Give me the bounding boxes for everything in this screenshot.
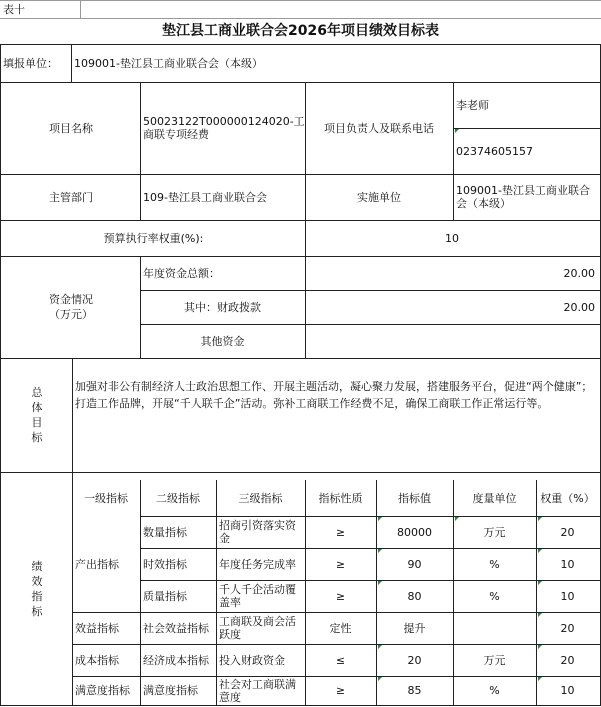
border (140, 256, 141, 358)
impl-value: 109001-垫江县工商业联合会（本级） (456, 184, 590, 210)
header-level1: 一级指标 (84, 491, 128, 505)
other-funds-label: 其他资金 (200, 334, 245, 348)
border (536, 480, 537, 705)
row-nature: ≤ (335, 653, 346, 667)
perf-label-char-1: 绩 (31, 559, 43, 573)
row-value: 80000 (397, 525, 432, 539)
border (453, 82, 454, 220)
header-level2: 二级指标 (156, 491, 200, 505)
row-level3: 投入财政资金 (219, 653, 285, 667)
border (0, 82, 601, 83)
border (72, 472, 73, 705)
row-unit: % (489, 589, 500, 603)
project-name-label: 项目名称 (49, 121, 93, 135)
project-name-value: 50023122T000000124020-工商联专项经费 (143, 115, 305, 141)
row-unit: % (489, 684, 500, 697)
goal-label (2, 358, 72, 472)
border (0, 44, 1, 706)
border (0, 220, 601, 221)
border (0, 174, 601, 175)
gridline (0, 18, 601, 19)
funds-label (2, 256, 140, 358)
cell-marker (538, 581, 542, 585)
other-funds-value (305, 324, 599, 358)
perf-label (2, 472, 72, 705)
row-value: 85 (407, 684, 422, 697)
gridline (0, 0, 601, 1)
row-value: 提升 (403, 621, 426, 635)
border (0, 472, 601, 473)
cell-marker (538, 677, 542, 681)
dept-label: 主管部门 (49, 190, 93, 204)
impl-label: 实施单位 (357, 190, 401, 204)
annual-total-value: 20.00 (563, 266, 595, 280)
row-level2: 满意度指标 (143, 684, 198, 697)
border (305, 220, 306, 256)
border (140, 290, 601, 291)
fiscal-label: 其中：财政拨款 (184, 300, 261, 314)
row-nature: ≥ (335, 684, 346, 697)
row-nature: ≥ (335, 557, 346, 571)
dept-value: 109-垫江县工商业联合会 (143, 190, 267, 204)
header-unit: 度量单位 (472, 491, 517, 505)
manager-label: 项目负责人及联系电话 (324, 121, 434, 135)
group-benefit: 效益指标 (75, 621, 119, 635)
row-level3: 社会对工商联满意度 (219, 677, 296, 704)
border (0, 44, 601, 45)
reporting-unit-label: 填报单位： (3, 56, 58, 70)
row-level2: 经济成本指标 (143, 653, 209, 667)
row-weight: 10 (560, 589, 575, 603)
row-unit (453, 612, 536, 644)
row-value: 80 (407, 589, 422, 603)
group-satisfaction: 满意度指标 (75, 684, 130, 697)
cell-marker (455, 129, 459, 133)
row-level3: 招商引资落实资金 (219, 519, 296, 545)
budget-rate-value: 10 (445, 231, 459, 245)
header-value: 指标值 (398, 491, 431, 505)
header-weight: 权重（%） (540, 491, 595, 505)
fiscal-value: 20.00 (563, 300, 595, 314)
manager-phone: 02374605157 (456, 144, 533, 158)
row-weight: 10 (560, 557, 575, 571)
border (140, 324, 601, 325)
border (71, 44, 72, 82)
row-weight: 10 (560, 684, 575, 697)
row-unit: 万元 (483, 525, 506, 539)
cell-marker (378, 677, 382, 681)
header-nature: 指标性质 (318, 491, 363, 505)
border (72, 358, 73, 472)
row-nature: ≥ (335, 525, 346, 539)
border (140, 516, 601, 517)
cell-marker (538, 517, 542, 521)
cell-marker (378, 549, 382, 553)
manager-name: 李老师 (456, 98, 489, 112)
cell-marker (538, 645, 542, 649)
border (72, 644, 601, 645)
group-cost: 成本指标 (75, 653, 119, 667)
funds-label-line2: （万元） (49, 308, 93, 321)
row-level2: 社会效益指标 (143, 621, 209, 635)
funds-label-line1: 资金情况 (49, 293, 93, 306)
border (140, 480, 141, 705)
cell-marker (538, 613, 542, 617)
goal-text: 加强对非公有制经济人士政治思想工作、开展主题活动，凝心聚力发展，搭建服务平台，促进“两个健康”；打造工作品牌，开展“千人联千企”活动。弥补工商联工作经费不足，确保工商联工作正常运行等。 (75, 380, 593, 410)
group-output: 产出指标 (75, 557, 119, 571)
border (453, 128, 601, 129)
row-value: 20 (407, 653, 422, 667)
goal-label-char-1: 总 (31, 386, 43, 399)
row-weight: 20 (560, 525, 575, 539)
border (0, 705, 601, 706)
perf-label-char-4: 标 (31, 604, 43, 618)
reporting-unit-value: 109001-垫江县工商业联合会（本级） (74, 56, 263, 70)
budget-rate-label: 预算执行率权重(%): (103, 231, 204, 245)
row-unit: 万元 (483, 653, 506, 667)
row-unit: % (489, 557, 500, 571)
row-level2: 质量指标 (143, 589, 187, 603)
cell-marker (378, 581, 382, 585)
row-level2: 数量指标 (143, 525, 187, 539)
border (453, 480, 454, 705)
perf-label-char-2: 效 (31, 574, 43, 588)
gridline (80, 0, 81, 18)
perf-label-char-3: 指 (31, 589, 43, 603)
border (216, 480, 217, 705)
row-weight: 20 (560, 653, 575, 667)
page-title: 垫江县工商业联合会2026年项目绩效目标表 (162, 22, 439, 39)
border (72, 612, 601, 613)
goal-label-char-4: 标 (31, 431, 43, 444)
row-nature: 定性 (329, 621, 352, 635)
row-nature: ≥ (335, 589, 346, 603)
row-level3: 工商联及商会活跃度 (219, 615, 296, 641)
border (0, 256, 601, 257)
border (140, 580, 601, 581)
cell-marker (378, 517, 382, 521)
border (305, 480, 306, 705)
row-value: 90 (407, 557, 422, 571)
row-level2: 时效指标 (143, 557, 187, 571)
cell-marker (538, 549, 542, 553)
cell-marker (378, 645, 382, 649)
row-level3: 年度任务完成率 (219, 557, 296, 571)
border (305, 82, 306, 220)
cell-marker (455, 517, 459, 521)
border (305, 256, 306, 358)
row-weight: 20 (560, 621, 575, 635)
goal-label-char-3: 目 (31, 416, 43, 429)
sheet-label: 表十 (3, 2, 25, 16)
border (140, 82, 141, 220)
border (72, 676, 601, 677)
header-level3: 三级指标 (238, 491, 283, 505)
border (376, 480, 377, 705)
row-level3: 千人千企活动覆盖率 (219, 583, 296, 609)
border (140, 548, 601, 549)
annual-total-label: 年度资金总额： (143, 266, 220, 280)
border (0, 358, 601, 359)
goal-label-char-2: 体 (31, 401, 43, 414)
